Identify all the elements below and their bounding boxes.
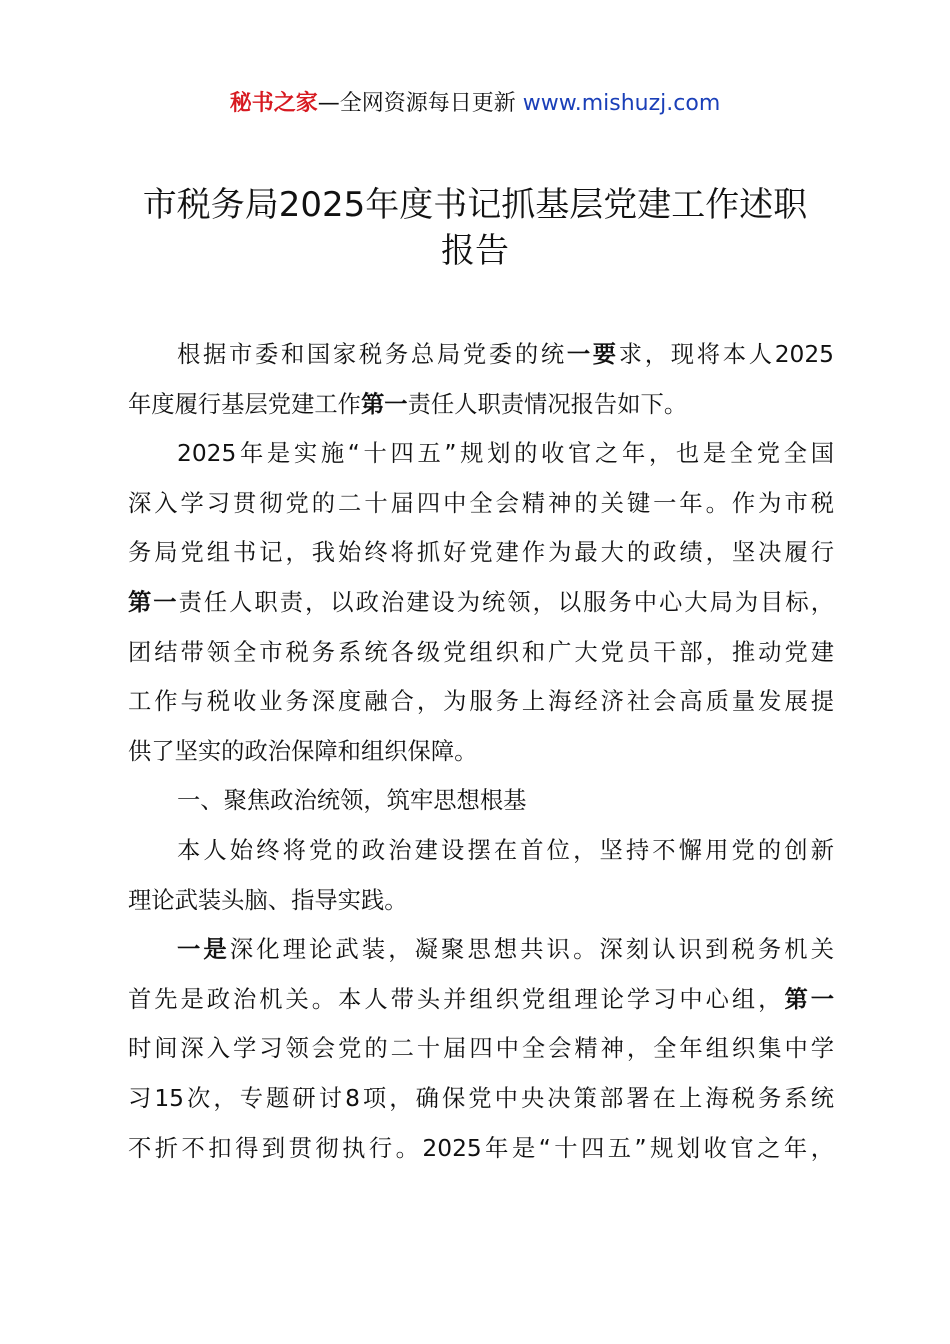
text-run: 责任人职责，以政治建设为统领，以服务中心大局为目标， — [178, 588, 835, 616]
paragraph-line — [128, 975, 834, 1025]
text-run: 根据市委和国家税务总局党委的统 — [177, 341, 567, 368]
paragraph-line: 供了坚实的政治保障和组织保障。 — [128, 737, 478, 765]
section-heading: 一、聚焦政治统领，筑牢思想根基 — [177, 787, 527, 815]
paragraph-line: 团结带领全市税务系统各级党组织和广大党员干部，推动党建 — [128, 638, 834, 666]
paragraph-line: 时间深入学习领会党的二十届四中全会精神，全年组织集中学 — [128, 1035, 834, 1063]
bold-run: 第一 — [128, 588, 179, 616]
title-line-2: 报告 — [441, 231, 509, 271]
document-title — [120, 182, 830, 274]
paragraph-line — [128, 330, 834, 380]
site-url[interactable]: www.mishuzj.com — [522, 91, 721, 116]
paragraph-line — [128, 925, 834, 975]
text-run: 深化理论武装，凝聚思想共识。深刻认识到税务机关 — [229, 936, 835, 964]
text-run: 首先是政治机关。本人带头并组织党组理论学习中心组， — [128, 985, 785, 1013]
text-run: 求，现将本人2025 — [618, 341, 835, 368]
title-line-1: 市税务局2025年度书记抓基层党建工作述职 — [142, 185, 808, 225]
paragraph-line: 理论武装头脑、指导实践。 — [128, 886, 408, 914]
bold-run: 一要 — [566, 341, 619, 368]
bold-run: 第一 — [360, 390, 408, 418]
bold-run: 一是 — [177, 936, 230, 964]
paragraph-line: 深入学习贯彻党的二十届四中全会精神的关键一年。作为市税 — [128, 489, 834, 517]
text-run: 责任人职责情况报告如下。 — [407, 390, 688, 418]
paragraph-line: 务局党组书记，我始终将抓好党建作为最大的政绩，坚决履行 — [128, 539, 834, 567]
site-header — [0, 88, 950, 120]
paragraph-line: 习15次，专题研讨8项，确保党中央决策部署在上海税务系统 — [128, 1084, 834, 1112]
paragraph-line: 2025年是实施“十四五”规划的收官之年，也是全党全国 — [177, 440, 834, 468]
paragraph-line: 本人始终将党的政治建设摆在首位，坚持不懈用党的创新 — [177, 836, 834, 864]
document-body — [128, 330, 834, 1173]
header-tagline: —全网资源每日更新 — [317, 91, 516, 116]
paragraph-line — [128, 380, 834, 430]
brand-name: 秘书之家 — [229, 91, 318, 116]
text-run: 年度履行基层党建工作 — [128, 390, 361, 418]
paragraph-line: 不折不扣得到贯彻执行。2025年是“十四五”规划收官之年， — [128, 1134, 834, 1162]
paragraph-line — [128, 578, 834, 628]
paragraph-line: 工作与税收业务深度融合，为服务上海经济社会高质量发展提 — [128, 688, 834, 716]
bold-run: 第一 — [784, 985, 835, 1013]
